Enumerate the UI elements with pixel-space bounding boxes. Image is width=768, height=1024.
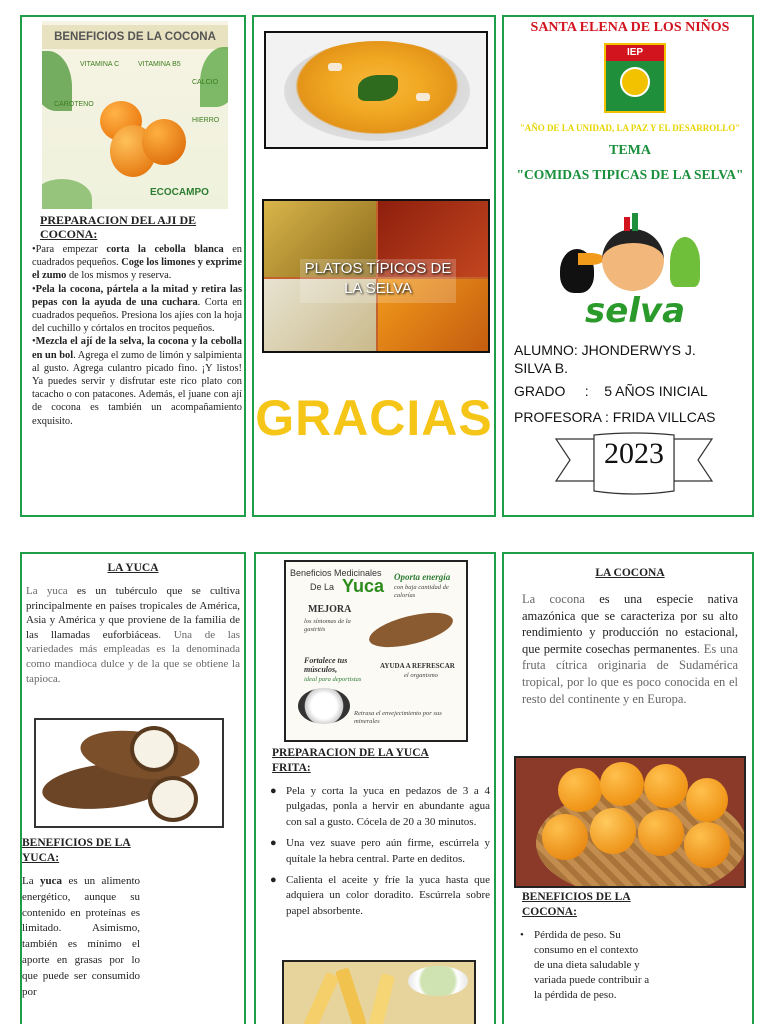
label-hierro: HIERRO (192, 117, 220, 124)
cocona-3 (644, 764, 688, 808)
cocona-basket-photo (514, 756, 746, 888)
child-face-icon (602, 229, 664, 291)
poster-energia: Oporta energía (394, 572, 451, 582)
poster-title-2: De La (310, 582, 335, 592)
grado: GRADO : 5 AÑOS INICIAL (514, 383, 708, 399)
aji-step-3: •Mezcla el ají de la selva, la cocona y la cebolla en un bol. Agrega el zumo de limón y salpimienta al gusto. Agrega culantro picado fino. ¡Y listos! Ya puedes servir y disfrutar este rico plato con tacacho o con patacones. Además, el juane con ají de cocona es también un acompañamiento exquisito. (32, 336, 242, 427)
logo-circle (620, 67, 650, 97)
aji-step-2: •Pela la cocona, pártela a la mitad y retira las pepas con la ayuda de una cuchara. Corta en cuadrados pequeños. Presiona los ajíes con la hoja del cuchillo y córtalos en trocitos pequeños. (32, 283, 243, 335)
poster-yuca: Yuca (342, 576, 385, 596)
poster-title: BENEFICIOS DE LA COCONA (54, 31, 216, 43)
tema-title: "COMIDAS TIPICAS DE LA SELVA" (516, 167, 744, 182)
fries-3 (367, 973, 395, 1024)
yuca-title: LA YUCA (107, 562, 159, 574)
palm-leaf-bottom (42, 179, 92, 209)
cocona-title: LA COCONA (595, 567, 665, 579)
poster-title-bar (42, 25, 228, 49)
poster-yuca-roots (366, 606, 456, 654)
poster-tapioca-bowl (298, 688, 350, 724)
logo-text: IEP (626, 47, 644, 58)
panel-yuca (20, 552, 246, 1024)
aji-step-1: •Para empezar corta la cebolla blanca en cuadrados pequeños. Coge los limones y exprime el zumo de los mismos y reserva. (32, 244, 242, 282)
yuca-step-3: ● Calienta el aceite y fríe la yuca hasta que adquiera un color doradito. Escúrrela sobre papel absorbente. (270, 874, 490, 917)
aji-prep-title: PREPARACION DEL AJI DE COCONA: (40, 213, 197, 241)
yuca-cut-2 (148, 776, 198, 822)
salad-herbs (358, 75, 398, 101)
cocona-1 (558, 768, 602, 812)
school-logo (604, 43, 666, 113)
poster-mejora: MEJORA (308, 604, 352, 615)
panel-yuca-frita (254, 552, 496, 1024)
panel-portada (502, 15, 754, 517)
salad-onion-2 (416, 93, 430, 101)
cocona-5 (542, 814, 588, 860)
label-vitamin-b5: VITAMINA B5 (138, 61, 181, 68)
yuca-benefits-text: La yuca es un alimento energético, aunque su contenido en proteínas es limitado. Asimismo, también es mínimo el aporte en grasas por lo que puede ser consumido por (22, 875, 140, 998)
poster-fortalece-sub: ideal para deportistas (304, 676, 362, 683)
yuca-frita-title: PREPARACION DE LA YUCA FRITA: (272, 747, 429, 774)
logo-red-band (606, 45, 664, 61)
gracias-text: GRACIAS (255, 390, 493, 446)
poster-energia-sub: con baja cantidad de calorías (394, 584, 449, 599)
cocona-8 (684, 822, 730, 868)
yuca-benefits-title: BENEFICIOS DE LA YUCA: (22, 837, 131, 864)
poster-brand: ECOCAMPO (150, 187, 209, 198)
motto: "AÑO DE LA UNIDAD, LA PAZ Y EL DESARROLLO" (519, 123, 741, 133)
cocona-4 (686, 778, 728, 822)
year: 2023 (604, 437, 664, 470)
poster-fortalece: Fortalece tus músculos, (304, 656, 348, 674)
yuca-intro: La yuca es un tubérculo que se cultiva principalmente en países tropicales de América, Asia y América y que proviene de la familia de las llamadas euforbiáceas. Una de las variedades más empleadas es la denominada como mandioca dulce y de la que se obtiene la tapioca. (26, 585, 240, 685)
yuca-frita-photo (282, 960, 476, 1024)
poster-mejora-sub: los síntomas de la gastritis (304, 618, 351, 633)
cocona-benefits-list (520, 928, 650, 1003)
aji-prep-section (32, 213, 242, 428)
yuca-step-2: ● Una vez suave pero aún firme, escúrrela y quítale la hebra central. Parte en deditos. (270, 837, 490, 865)
yuca-photo (34, 718, 224, 828)
selva-word: selva (584, 291, 686, 331)
salad-onion-1 (328, 63, 342, 71)
yuca-benefits-poster (284, 560, 468, 742)
cocona-2 (600, 762, 644, 806)
snake-icon (670, 237, 700, 287)
palm-leaf-right (200, 47, 228, 107)
cocona-intro: La cocona es una especie nativa amazónica que se caracteriza por su alto rendimiento y producción no estacional, que permite cosechas permanentes. Es una fruta cítrica originaria de Sudamérica tropical, por lo que es poco conocida en el resto del continente y en Europa. (522, 592, 738, 706)
poster-retrasa: Retrasa el envejecimiento por sus minerales (354, 710, 442, 725)
collage-title: PLATOS TÍPICOS DE LA SELVA (304, 260, 452, 297)
panel-aji-cocona (20, 15, 246, 517)
yuca-cut-1 (130, 726, 178, 772)
tema-label: TEMA (609, 143, 651, 158)
collage-title-box (300, 259, 456, 303)
platos-collage (262, 199, 490, 353)
cocona-benefits-poster (42, 21, 228, 209)
label-caroteno: CAROTENO (54, 101, 94, 108)
profesora: PROFESORA : FRIDA VILLCAS (514, 409, 716, 425)
cocona-benefits-title: BENEFICIOS DE LA COCONA: (522, 891, 631, 918)
panel-platos (252, 15, 496, 517)
label-vitamin-c: VITAMINA C (80, 61, 120, 68)
cocona-6 (590, 808, 636, 854)
label-calcio: CALCIO (192, 79, 219, 86)
fries-2 (335, 967, 367, 1024)
poster-title-1: Beneficios Medicinales (290, 568, 382, 578)
cocona-fruit-3 (142, 119, 186, 165)
aji-steps (32, 243, 242, 428)
fries-1 (302, 972, 339, 1024)
yuca-step-1: ● Pela y corta la yuca en pedazos de 3 a 4 pulgadas, ponla a hervir en abundante agua con sal a gusto. Cócela de 20 a 30 minutos. (270, 785, 490, 828)
yuca-frita-steps (270, 784, 490, 919)
cocona-7 (638, 810, 684, 856)
dip-bowl (408, 966, 468, 996)
school-name: SANTA ELENA DE LOS NIÑOS (530, 20, 730, 35)
panel-cocona (502, 552, 754, 1024)
selva-illustration (560, 213, 710, 335)
toucan-icon (560, 249, 594, 293)
poster-ayuda: AYUDA A REFRESCAR (380, 662, 455, 670)
poster-ayuda-sub: el organismo (404, 672, 438, 679)
cocona-salad-photo (264, 31, 488, 149)
cocona-benefit-1: • Pérdida de peso. Su consumo en el contexto de una dieta saludable y variada puede contribuir a la pérdida de peso. (520, 929, 650, 1001)
alumno: ALUMNO: JHONDERWYS J. SILVA B. (514, 342, 696, 376)
